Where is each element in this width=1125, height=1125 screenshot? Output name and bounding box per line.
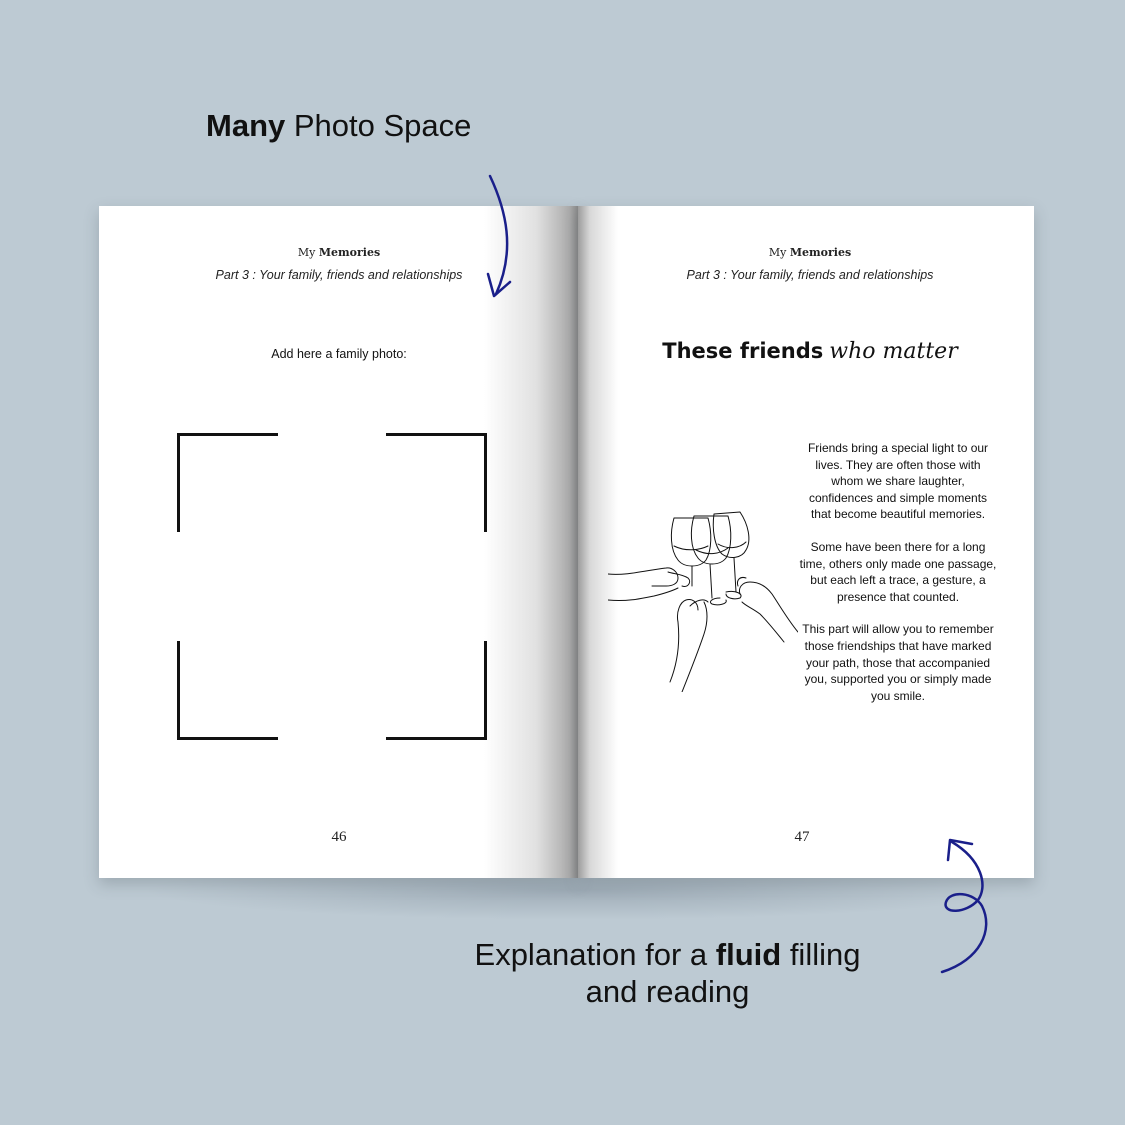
part-subtitle: Part 3 : Your family, friends and relationships (686, 268, 934, 282)
curved-arrow-icon (476, 170, 526, 305)
section-title: These friends who matter (662, 339, 958, 364)
paragraph: Friends bring a special light to our lives. They are often those with whom we share laughter, confidences and simple moments that become beautiful memories. (807, 441, 989, 522)
frame-corner-top-left (177, 433, 278, 532)
part-subtitle: Part 3 : Your family, friends and relationships (215, 268, 463, 282)
photo-prompt: Add here a family photo: (271, 347, 407, 361)
body-text (798, 440, 998, 720)
annotation-fluid-reading: Explanation for a fluid filling and reading (474, 937, 861, 1009)
curved-arrow-icon (930, 830, 1000, 980)
left-page (99, 206, 579, 878)
frame-corner-top-right (386, 433, 487, 532)
wine-toast-illustration (608, 502, 798, 692)
frame-corner-bottom-left (177, 641, 278, 740)
running-header: My Memories (297, 246, 381, 259)
annotation-photo-space: Many Photo Space (206, 108, 472, 143)
gutter-shadow-left (484, 206, 579, 878)
paragraph: Some have been there for a long time, others only made one passage, but each left a trace, a gesture, a presence that counted. (799, 539, 997, 604)
paragraph: This part will allow you to remember those friendships that have marked your path, those that accompanied you, supported you or simply made you smile. (802, 622, 994, 703)
running-header: My Memories (768, 246, 852, 259)
page-number: 47 (794, 829, 810, 845)
frame-corner-bottom-right (386, 641, 487, 740)
page-number: 46 (331, 829, 347, 845)
right-page (578, 206, 1034, 878)
